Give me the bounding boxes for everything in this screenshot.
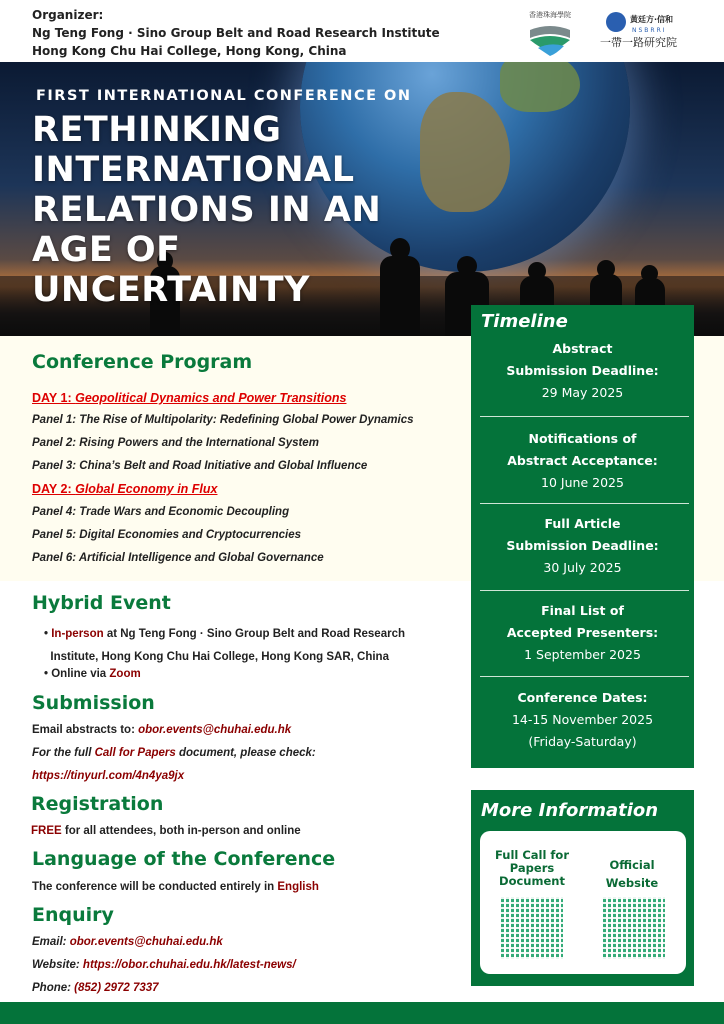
conference-title: RETHINKING INTERNATIONAL RELATIONS IN AN AGE OF UNCERTAINTY (32, 110, 382, 310)
panel-item: Panel 6: Artificial Intelligence and Global Governance (32, 552, 324, 564)
panel-item: Panel 1: The Rise of Multipolarity: Redefining Global Power Dynamics (32, 414, 414, 426)
timeline-event: Full Article Submission Deadline: 30 July 2025 (506, 516, 659, 575)
qr-code-cfp[interactable] (501, 897, 563, 959)
cfp-line: For the full Call for Papers document, please check: (32, 747, 316, 759)
hybrid-heading: Hybrid Event (32, 592, 171, 614)
more-info-heading: More Information (481, 800, 659, 821)
panel-item: Panel 4: Trade Wars and Economic Decoupling (32, 506, 290, 518)
nsbrri-logo (598, 10, 698, 50)
qr2-label: Official Website (605, 858, 659, 890)
chu-hai-logo (520, 8, 580, 58)
qr-code-website[interactable] (603, 897, 665, 959)
registration-heading: Registration (31, 793, 164, 815)
timeline-event: Final List of Accepted Presenters: 1 September 2025 (506, 603, 659, 662)
language-text: The conference will be conducted entirely in English (32, 881, 319, 893)
enquiry-website-link[interactable]: https://obor.chuhai.edu.hk/latest-news/ (82, 959, 296, 971)
organizer-line2: Hong Kong Chu Hai College, Hong Kong, China (32, 44, 347, 58)
timeline-event: Abstract Submission Deadline: 29 May 2025 (506, 341, 659, 400)
qr1-label: Full Call for Papers Document (494, 848, 570, 888)
registration-text: FREE for all attendees, both in-person and online (31, 825, 301, 837)
footer-bar (0, 1002, 724, 1024)
inperson-item: • In-person at Ng Teng Fong · Sino Group Belt and Road Research Institute, Hong Kong Chu Hai College, Hong Kong SAR, China (44, 628, 405, 663)
timeline-event: Conference Dates: 14-15 November 2025 (Friday-Saturday) (511, 690, 654, 749)
panel-item: Panel 3: China’s Belt and Road Initiative and Global Influence (32, 460, 368, 472)
svg-text:NSBRRI: NSBRRI (632, 27, 667, 34)
enquiry-heading: Enquiry (32, 904, 114, 926)
submission-heading: Submission (32, 692, 155, 714)
language-heading: Language of the Conference (32, 848, 336, 870)
day2-heading: DAY 2: Global Economy in Flux (32, 482, 218, 496)
svg-text:香港珠海學院: 香港珠海學院 (529, 11, 571, 19)
svg-text:黃廷方·信和: 黃廷方·信和 (630, 15, 674, 24)
submission-email-link[interactable]: obor.events@chuhai.edu.hk (138, 724, 292, 736)
more-info-panel (471, 790, 694, 986)
enquiry-phone: Phone: (852) 2972 7337 (32, 982, 159, 994)
panel-item: Panel 2: Rising Powers and the International System (32, 437, 319, 449)
program-heading: Conference Program (32, 351, 253, 373)
online-item: • Online via Zoom (44, 668, 141, 680)
timeline-event: Notifications of Abstract Acceptance: 10 June 2025 (507, 431, 658, 490)
enquiry-website: Website: https://obor.chuhai.edu.hk/latest-news/ (32, 959, 296, 971)
svg-text:一帶一路研究院: 一帶一路研究院 (600, 36, 677, 49)
timeline-panel (471, 305, 694, 768)
organizer-label: Organizer: (32, 8, 104, 22)
conference-pretitle: FIRST INTERNATIONAL CONFERENCE ON (36, 88, 412, 104)
enquiry-email-link[interactable]: obor.events@chuhai.edu.hk (69, 936, 223, 948)
panel-item: Panel 5: Digital Economies and Cryptocurrencies (32, 529, 302, 541)
organizer-line1: Ng Teng Fong · Sino Group Belt and Road Research Institute (32, 26, 440, 40)
qr-card (480, 831, 686, 974)
submission-email-line: Email abstracts to: obor.events@chuhai.edu.hk (32, 724, 292, 736)
day1-heading: DAY 1: Geopolitical Dynamics and Power Transitions (32, 391, 347, 405)
timeline-heading: Timeline (481, 311, 568, 332)
enquiry-email: Email: obor.events@chuhai.edu.hk (32, 936, 223, 948)
cfp-link[interactable]: https://tinyurl.com/4n4ya9jx (32, 770, 185, 782)
organizer-block (32, 6, 440, 60)
